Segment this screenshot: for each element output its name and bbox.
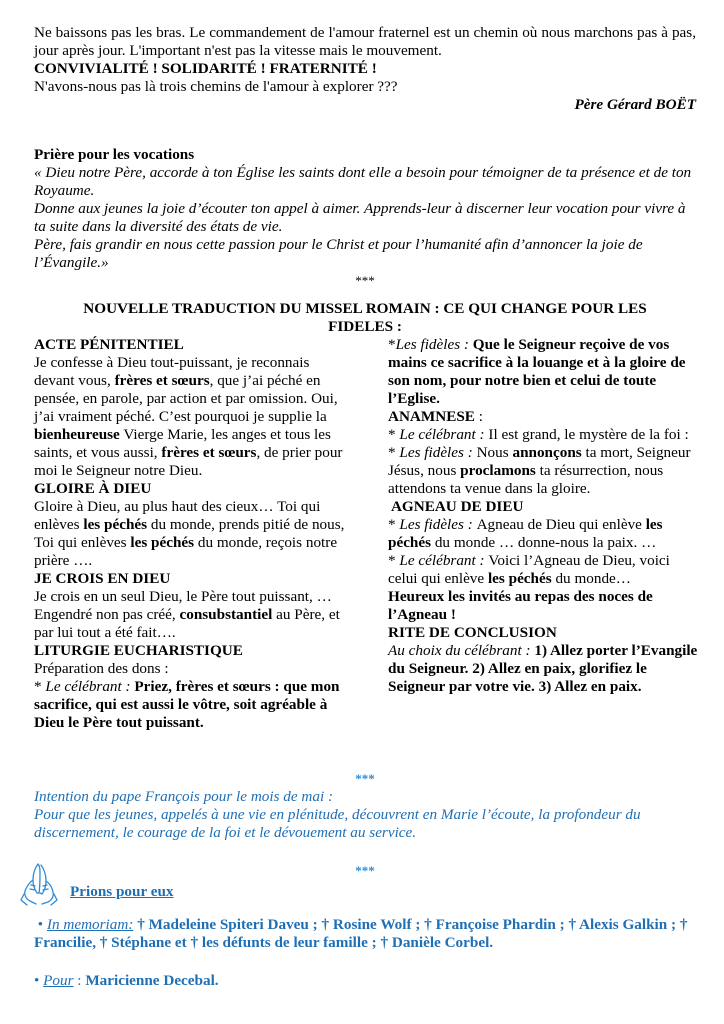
- anamnese-heading: ANAMNESE :: [388, 408, 483, 425]
- gloire-text: Gloire à Dieu, au plus haut des cieux… Toi qui enlèves les péchés du monde, prends pitié de nous, Toi qui enlèves les péchés du monde, reçois notre prière ….: [34, 498, 345, 569]
- separator-3: ***: [355, 863, 375, 878]
- gloire-heading: GLOIRE À DIEU: [34, 480, 152, 497]
- pour-section: [34, 972, 696, 990]
- intro-slogan: CONVIVIALITÉ ! SOLIDARITÉ ! FRATERNITÉ !: [34, 60, 377, 77]
- liturgie-heading: LITURGIE EUCHARISTIQUE: [34, 642, 243, 659]
- anamnese-fideles: * Les fidèles : Nous annonçons ta mort, Seigneur Jésus, nous proclamons ta résurrection, nous attendons ta venue dans la gloire.: [388, 444, 691, 497]
- agneau-heading: AGNEAU DE DIEU: [388, 498, 524, 515]
- rite-text: Au choix du célébrant : 1) Allez porter l’Evangile du Seigneur. 2) Allez en paix, glorifiez le Seigneur par votre vie. 3) Allez en paix.: [388, 642, 698, 695]
- intro-section: [34, 24, 696, 114]
- missel-title-line-1: NOUVELLE TRADUCTION DU MISSEL ROMAIN : CE QUI CHANGE POUR LES: [83, 300, 647, 317]
- offertory-response: *Les fidèles : Que le Seigneur reçoive de vos mains ce sacrifice à la louange et à la gloire de son nom, pour notre bien et celui de toute l’Eglise.: [388, 336, 686, 407]
- liturgie-text: * Le célébrant : Priez, frères et sœurs : que mon sacrifice, qui est aussi le vôtre, soit agréable à Dieu le Père tout puissant.: [34, 678, 340, 731]
- prayer-section: [34, 146, 696, 290]
- praying-hands-icon: [18, 860, 60, 906]
- prayer-title: Prière pour les vocations: [34, 146, 195, 163]
- rite-heading: RITE DE CONCLUSION: [388, 624, 557, 641]
- pour-text: • Pour : Maricienne Decebal.: [34, 972, 219, 989]
- agneau-invites: Heureux les invités au repas des noces de l’Agneau !: [388, 588, 653, 623]
- acte-heading: ACTE PÉNITENTIEL: [34, 336, 184, 353]
- memoriam-text: • In memoriam: † Madeleine Spiteri Daveu ; † Rosine Wolf ; † Françoise Phardin ; † Alexis Galkin ; † Francilie, † Stéphane et † les défunts de leur famille ; † Danièle Corbel.: [34, 916, 688, 951]
- intro-text: Ne baissons pas les bras. Le commandement de l'amour fraternel est un chemin où nous marchons pas à pas, jour après jour. L'important n'est pas la vitesse mais le mouvement.: [34, 24, 696, 59]
- right-column: [388, 336, 700, 696]
- missel-title-line-2: FIDELES :: [328, 318, 402, 335]
- agneau-celebrant: * Le célébrant : Voici l’Agneau de Dieu, voici celui qui enlève les péchés du monde…: [388, 552, 670, 587]
- prions-title: Prions pour eux: [70, 883, 174, 900]
- intention-title: Intention du pape François pour le mois de mai :: [34, 788, 334, 805]
- separator-3-wrap: [34, 862, 696, 880]
- prions-title-wrap: [70, 883, 670, 901]
- separator: ***: [355, 273, 375, 288]
- anamnese-celebrant: * Le célébrant : Il est grand, le mystère de la foi :: [388, 426, 689, 443]
- agneau-fideles: * Les fidèles : Agneau de Dieu qui enlève les péchés du monde … donne-nous la paix. …: [388, 516, 663, 551]
- credo-text: Je crois en un seul Dieu, le Père tout puissant, …Engendré non pas créé, consubstantiel au Père, et par lui tout a été fait….: [34, 588, 340, 641]
- intention-section: [34, 770, 696, 842]
- credo-heading: JE CROIS EN DIEU: [34, 570, 171, 587]
- acte-text: Je confesse à Dieu tout-puissant, je reconnais devant vous, frères et sœurs, que j’ai péché en pensée, en parole, par action et par omission. Oui, j’ai vraiment péché. C’est pourquoi je supplie la bienheureuse Vierge Marie, les anges et tous les saints, et vous aussi, frères et sœurs, de prier pour moi le Seigneur notre Dieu.: [34, 354, 343, 479]
- missel-title: [34, 300, 696, 336]
- left-column: [34, 336, 352, 732]
- separator-2: ***: [355, 771, 375, 786]
- memoriam-section: [34, 916, 696, 952]
- prayer-paragraph-3: Père, fais grandir en nous cette passion pour le Christ et pour l’humanité afin d’annoncer la joie de l’Évangile.»: [34, 236, 643, 271]
- prayer-paragraph-2: Donne aux jeunes la joie d’écouter ton appel à aimer. Apprends-leur à discerner leur vocation pour vivre à ta suite dans la diversité des états de vie.: [34, 200, 686, 235]
- intro-question: N'avons-nous pas là trois chemins de l'amour à explorer ???: [34, 78, 398, 95]
- liturgie-prep: Préparation des dons :: [34, 660, 169, 677]
- prayer-paragraph-1: « Dieu notre Père, accorde à ton Église les saints dont elle a besoin pour témoigner de ta présence et de ton Royaume.: [34, 164, 692, 199]
- signature: Père Gérard BOËT: [574, 96, 696, 113]
- intention-text: Pour que les jeunes, appelés à une vie en plénitude, découvrent en Marie l’écoute, la profondeur du discernement, le courage de la foi et le dévouement au service.: [34, 806, 641, 841]
